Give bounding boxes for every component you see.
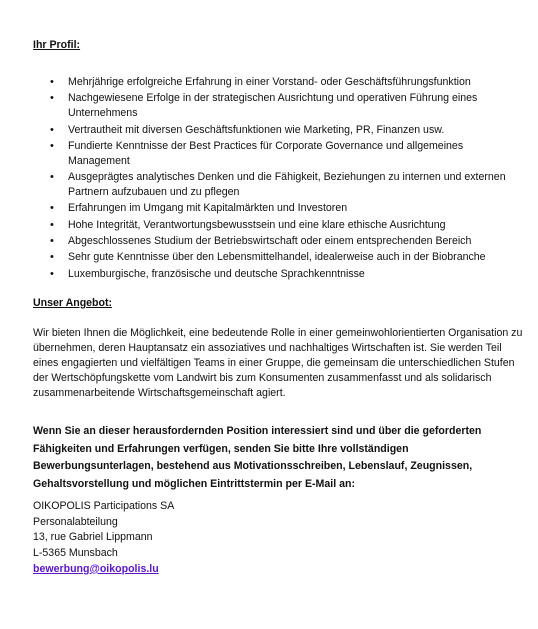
bullet-icon: • [50, 218, 54, 231]
offer-heading: Unser Angebot: [33, 297, 113, 309]
bullet-icon: • [50, 76, 54, 88]
profile-item-text: Hohe Integrität, Verantwortungsbewusstsein und eine klare ethische Ausrichtung [68, 218, 446, 231]
bullet-icon: • [50, 267, 54, 280]
profile-item-text: Nachgewiesene Erfolge in der strategischen Ausrichtung und operativen Führung eines Unternehmens [68, 92, 478, 120]
profile-item-text: Abgeschlossenes Studium der Betriebswirtschaft oder einem entsprechenden Bereich [68, 235, 472, 248]
offer-paragraph: Wir bieten Ihnen die Möglichkeit, eine bedeutende Rolle in einer gemeinwohlorientierten Organisation zu übernehmen, deren Hauptansatz ein assoziatives und nachhaltiges Wirtschaften ist. Sie werden Teil eines engagierten und vielfältigen Teams in einer Gruppe, die gemeinsam die unterschiedlichen Stufen der Wertschöpfungskette vom Landwirt bis zum Konsumenten zusammenfasst und als solidarisch zusammenarbeitende Wirtschaftsgemeinschaft agiert. [33, 327, 523, 399]
company-name: OIKOPOLIS Participations SA [33, 500, 175, 512]
bullet-icon: • [50, 139, 54, 152]
bullet-icon: • [50, 171, 54, 184]
bullet-icon: • [50, 235, 54, 248]
profile-item-text: Fundierte Kenntnisse der Best Practices für Corporate Governance und allgemeines Management [68, 139, 464, 167]
bullet-icon: • [50, 123, 54, 136]
city-address: L-5365 Munsbach [33, 547, 118, 560]
profile-item [50, 91, 520, 121]
street-address: 13, rue Gabriel Lippmann [33, 531, 153, 544]
profile-heading: Ihr Profil: [33, 39, 81, 51]
profile-item [50, 75, 520, 90]
profile-item [50, 234, 520, 249]
profile-item [50, 218, 520, 233]
profile-item [50, 139, 520, 169]
profile-item-text: Mehrjährige erfolgreiche Erfahrung in einer Vorstand- oder Geschäftsführungsfunktion [68, 76, 471, 88]
profile-item [50, 170, 520, 200]
profile-item [50, 201, 520, 216]
application-paragraph: Wenn Sie an dieser herausfordernden Position interessiert sind und über die geforderten Fähigkeiten und Erfahrungen verfügen, senden Sie bitte Ihre vollständigen Bewerbungsunterlagen, bestehend aus Motivationsschreiben, Lebenslauf, Zeugnissen, Gehaltsvorstellung und möglichen Eintrittstermin per E-Mail an: [33, 425, 482, 490]
bullet-icon: • [50, 92, 54, 105]
profile-item [50, 250, 520, 265]
profile-item-text: Ausgeprägtes analytisches Denken und die Fähigkeit, Beziehungen zu internen und externen Partnern aufzubauen und zu pflegen [68, 171, 506, 199]
profile-item-text: Luxemburgische, französische und deutsche Sprachkenntnisse [68, 267, 365, 280]
profile-item [50, 267, 520, 282]
profile-item-text: Sehr gute Kenntnisse über den Lebensmittelhandel, idealerweise auch in der Biobranche [68, 251, 486, 264]
department-name: Personalabteilung [33, 515, 118, 528]
profile-item-text: Erfahrungen im Umgang mit Kapitalmärkten und Investoren [68, 202, 348, 215]
bullet-icon: • [50, 251, 54, 264]
profile-item-text: Vertrautheit mit diversen Geschäftsfunktionen wie Marketing, PR, Finanzen usw. [68, 123, 445, 136]
bullet-icon: • [50, 202, 54, 215]
email-link[interactable]: bewerbung@oikopolis.lu [33, 562, 159, 575]
profile-list [50, 75, 520, 283]
profile-item [50, 123, 520, 138]
contact-address [33, 499, 333, 578]
